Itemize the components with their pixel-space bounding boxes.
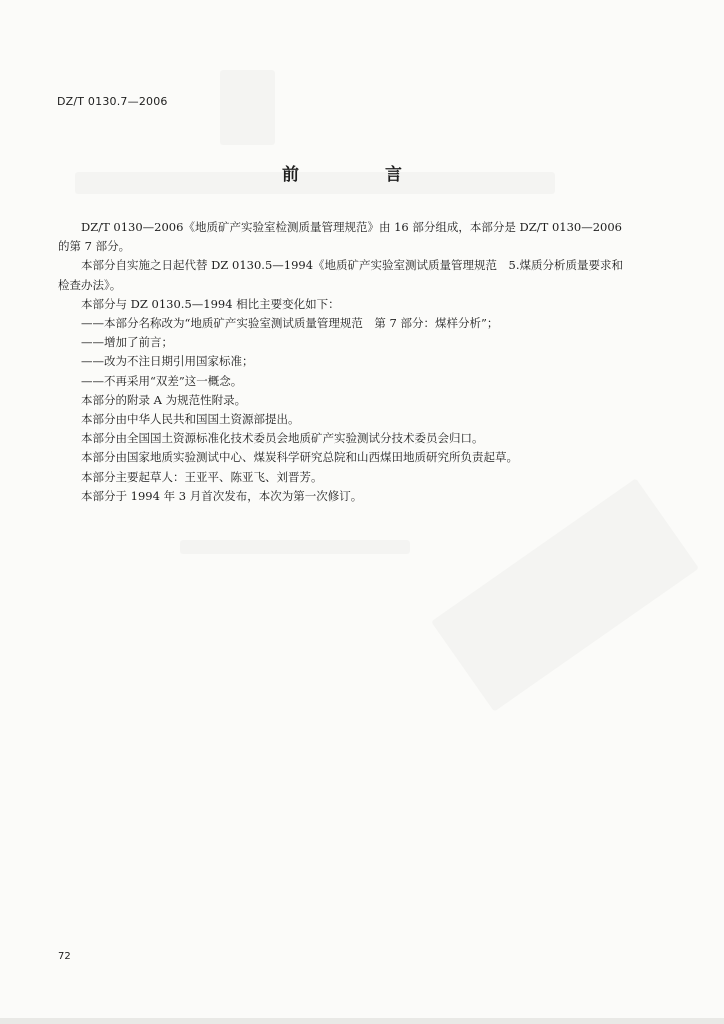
show-through-ghost [431, 478, 699, 712]
paragraph: DZ/T 0130—2006《地质矿产实验室检测质量管理规范》由 16 部分组成，本部分是 DZ/T 0130—2006 的第 7 部分。 [58, 220, 622, 254]
paragraph: 本部分由国家地质实验测试中心、煤炭科学研究总院和山西煤田地质研究所负责起草。 [81, 450, 518, 465]
foreword-body [58, 218, 624, 506]
show-through-ghost [180, 540, 410, 554]
paragraph: 本部分自实施之日起代替 DZ 0130.5—1994《地质矿产实验室测试质量管理规范 5.煤质分析质量要求和检查办法》。 [58, 258, 623, 292]
paragraph: 本部分与 DZ 0130.5—1994 相比主要变化如下： [81, 296, 340, 311]
paragraph: 本部分主要起草人：王亚平、陈亚飞、刘晋芳。 [81, 469, 323, 484]
page-edge [0, 1018, 724, 1024]
page-title: 前 言 [282, 165, 442, 185]
list-item: ——本部分名称改为“地质矿产实验室测试质量管理规范 第 7 部分：煤样分析”； [81, 316, 499, 331]
paragraph: 本部分由全国国土资源标准化技术委员会地质矿产实验测试分技术委员会归口。 [81, 431, 484, 446]
paragraph: 本部分的附录 A 为规范性附录。 [81, 392, 247, 407]
standard-code: DZ/T 0130.7—2006 [57, 95, 168, 108]
list-item: ——改为不注日期引用国家标准； [81, 354, 254, 369]
page-number: 72 [58, 951, 71, 962]
list-item: ——不再采用“双差”这一概念。 [81, 373, 243, 388]
show-through-ghost [220, 70, 275, 145]
paragraph: 本部分由中华人民共和国国土资源部提出。 [81, 412, 300, 427]
list-item: ——增加了前言； [81, 335, 173, 350]
paragraph: 本部分于 1994 年 3 月首次发布，本次为第一次修订。 [81, 488, 363, 503]
